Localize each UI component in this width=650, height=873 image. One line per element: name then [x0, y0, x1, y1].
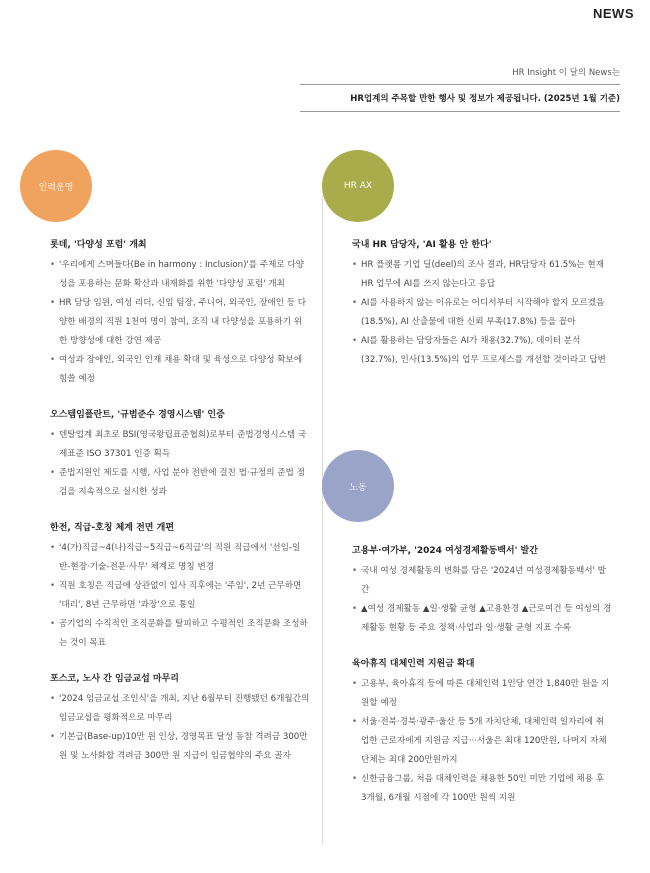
news-item: [50, 520, 310, 653]
section-label: NEWS: [593, 6, 634, 21]
news-bullet: • 서울·전북·경북·광주·울산 등 5개 자치단체, 대체인력 일자리에 취업한 근로자에게 지원금 지급···서울은 최대 120만원, 나머지 자체단체는 최대 200만원까지: [352, 713, 612, 770]
page-header: [300, 66, 620, 112]
category-badge-labor: [322, 450, 394, 522]
news-bullets: [50, 256, 310, 389]
category-label: 노동: [349, 482, 367, 493]
category-label: HR AX: [343, 181, 373, 191]
news-bullet: • 덴탈업계 최초로 BSI(영국왕립표준협회)로부터 준법경영시스템 국제표준 ISO 37301 인증 획득: [50, 426, 310, 464]
news-item: [50, 407, 310, 502]
news-bullet: • 국내 여성 경제활동의 변화를 담은 '2024년 여성경제활동백서' 발간: [352, 562, 612, 600]
news-bullet: • AI를 활용하는 담당자들은 AI가 채용(32.7%), 데이터 분석(32.7%), 인사(13.5%)의 업무 프로세스를 개선할 것이라고 답변: [352, 332, 612, 370]
news-bullet: • HR 플랫폼 기업 딜(deel)의 조사 결과, HR담당자 61.5%는 현재 HR 업무에 AI를 쓰지 않는다고 응답: [352, 256, 612, 294]
news-bullet: • '4(가)직급~4(나)직급~5직급~6직급'의 직원 직급에서 '선임-일반-현장·기술-전문·사무' 체계로 명칭 변경: [50, 539, 310, 577]
news-bullet: • ▲여성 경제활동 ▲일·생활 균형 ▲고용환경 ▲근로여건 등 여성의 경제활동 현황 등 주요 정책·사업과 일·생활 균형 지표 수록: [352, 600, 612, 638]
category-badge-hr-operation: [20, 150, 92, 222]
news-title: 국내 HR 담당자, 'AI 활용 안 한다': [352, 240, 492, 250]
news-bullet: • '2024 임금교섭 조인식'을 개최, 지난 6월부터 진행됐던 6개월간의 임금교섭을 평화적으로 마무리: [50, 690, 310, 728]
news-title: 한전, 직급-호칭 체계 전면 개편: [50, 523, 175, 533]
column-divider: [322, 195, 323, 845]
news-bullet: • 공기업의 수직적인 조직문화를 탈피하고 수평적인 조직문화 조성하는 것이 목표: [50, 615, 310, 653]
right-column-top: [352, 237, 612, 388]
news-bullets: [352, 256, 612, 370]
header-title: HR업계의 주목할 만한 행사 및 정보가 제공됩니다. (2025년 1월 기준): [350, 94, 620, 104]
header-bottom-rule: [300, 111, 620, 112]
news-bullet: • HR 담당 임원, 여성 리더, 신임 팀장, 주니어, 외국인, 장애인 등 다양한 배경의 직원 1천여 명이 참여, 조직 내 다양성을 포용하기 위한 방향성에 대한 강연 제공: [50, 294, 310, 351]
news-bullet: • 기본급(Base-up)10만 원 인상, 경영목표 달성 동참 격려금 300만 원 및 노사화합 격려금 300만 원 지급이 임금협약의 주요 골자: [50, 728, 310, 766]
news-bullet: • 신한금융그룹, 처음 대체인력을 채용한 50인 미만 기업에 채용 후 3개월, 6개월 시점에 각 100만 원씩 지원: [352, 770, 612, 808]
news-bullets: [50, 539, 310, 653]
news-bullets: [50, 690, 310, 766]
category-badge-hr-ax: [322, 150, 394, 222]
news-bullet: • 여성과 장애인, 외국인 인재 채용 확대 및 육성으로 다양성 확보에 힘쓸 예정: [50, 351, 310, 389]
news-bullet: • 고용부, 육아휴직 등에 따른 대체인력 1인당 연간 1,840만 원을 지원할 예정: [352, 675, 612, 713]
news-bullets: [352, 562, 612, 638]
news-title: 육아휴직 대체인력 지원금 확대: [352, 659, 475, 669]
news-item: [50, 237, 310, 389]
left-column: [50, 237, 310, 784]
news-bullets: [50, 426, 310, 502]
news-title: 포스코, 노사 간 임금교섭 마무리: [50, 674, 179, 684]
news-bullet: • AI를 사용하지 않는 이유로는 어디서부터 시작해야 할지 모르겠음(18.5%), AI 산출물에 대한 신뢰 부족(17.8%) 등을 꼽아: [352, 294, 612, 332]
news-item: [352, 543, 612, 638]
news-item: [352, 656, 612, 808]
news-bullets: [352, 675, 612, 808]
category-label: 인력운영: [38, 182, 74, 193]
news-title: 롯데, '다양성 포럼' 개최: [50, 240, 147, 250]
news-title: 오스템임플란트, '규범준수 경영시스템' 인증: [50, 410, 225, 420]
news-bullet: • 준법지원인 제도를 시행, 사업 분야 전반에 걸친 법·규정의 준법 점검을 지속적으로 실시한 성과: [50, 464, 310, 502]
news-bullet: • '우리에게 스며들다(Be in harmony : Inclusion)'를 주제로 다양성을 포용하는 문화 확산과 내재화를 위한 '다양성 포럼' 개최: [50, 256, 310, 294]
right-column-bottom: [352, 543, 612, 826]
news-item: [352, 237, 612, 370]
news-item: [50, 671, 310, 766]
header-rule: [300, 84, 620, 85]
header-subtitle: HR Insight 이 달의 News는: [512, 68, 620, 78]
news-bullet: • 직원 호칭은 직급에 상관없이 입사 직후에는 '주임', 2년 근무하면 '대리', 8년 근무하면 '과장'으로 통일: [50, 577, 310, 615]
news-title: 고용부·여가부, '2024 여성경제활동백서' 발간: [352, 546, 538, 556]
